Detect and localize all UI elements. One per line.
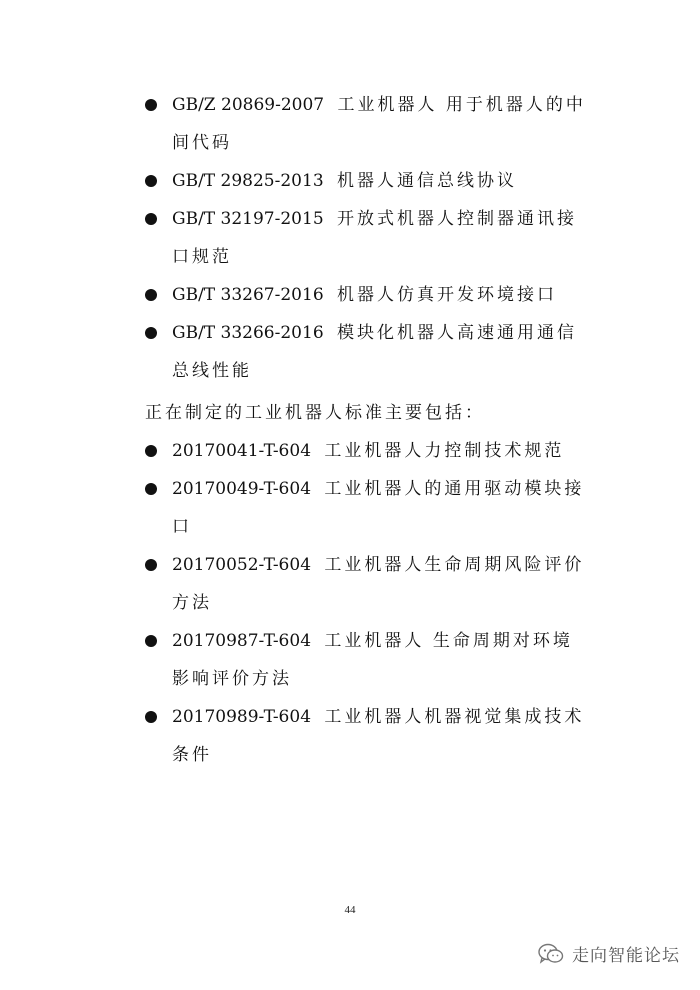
bullet-icon (145, 99, 157, 111)
standard-code: 20170052-T-604 (172, 555, 312, 575)
list-item (0, 622, 592, 698)
standard-title: 开放式机器人控制器通讯接口规范 (172, 209, 578, 267)
standard-title: 机器人通信总线协议 (337, 171, 518, 191)
standard-code: 20170989-T-604 (172, 707, 312, 727)
watermark-text: 走向智能论坛 (572, 946, 680, 966)
standard-code: GB/T 33266-2016 (172, 323, 324, 343)
bullet-icon (145, 559, 157, 571)
standard-code: 20170987-T-604 (172, 631, 312, 651)
bullet-icon (145, 483, 157, 495)
standard-code: 20170041-T-604 (172, 441, 312, 461)
standard-code: 20170049-T-604 (172, 479, 312, 499)
bullet-icon (145, 175, 157, 187)
standard-title: 工业机器人 用于机器人的中间代码 (172, 95, 586, 153)
list-item (0, 432, 592, 470)
list-item (0, 276, 592, 314)
standard-title: 工业机器人机器视觉集成技术条件 (172, 707, 585, 765)
published-standards-list (0, 86, 700, 390)
in-progress-standards-list (0, 432, 700, 774)
bullet-icon (145, 711, 157, 723)
list-item (0, 698, 592, 774)
standard-title: 机器人仿真开发环境接口 (337, 285, 558, 305)
standard-code: GB/T 32197-2015 (172, 209, 324, 229)
standard-title: 工业机器人力控制技术规范 (324, 441, 565, 461)
standard-title: 工业机器人生命周期风险评价方法 (172, 555, 585, 613)
list-item (0, 546, 592, 622)
wechat-icon (538, 943, 564, 965)
standard-title: 工业机器人 生命周期对环境影响评价方法 (172, 631, 573, 689)
list-item (0, 86, 592, 162)
list-item (0, 470, 592, 546)
bullet-icon (145, 635, 157, 647)
list-item (0, 200, 592, 276)
standard-code: GB/T 29825-2013 (172, 171, 324, 191)
list-item (0, 314, 592, 390)
standard-code: GB/T 33267-2016 (172, 285, 324, 305)
list-item (0, 162, 592, 200)
bullet-icon (145, 289, 157, 301)
standard-code: GB/Z 20869-2007 (172, 95, 325, 115)
section-intro: 正在制定的工业机器人标准主要包括： (145, 403, 485, 423)
page-number: 44 (344, 904, 356, 916)
bullet-icon (145, 327, 157, 339)
standard-title: 模块化机器人高速通用通信总线性能 (172, 323, 578, 381)
watermark (538, 941, 680, 966)
bullet-icon (145, 445, 157, 457)
bullet-icon (145, 213, 157, 225)
standard-title: 工业机器人的通用驱动模块接口 (172, 479, 585, 537)
